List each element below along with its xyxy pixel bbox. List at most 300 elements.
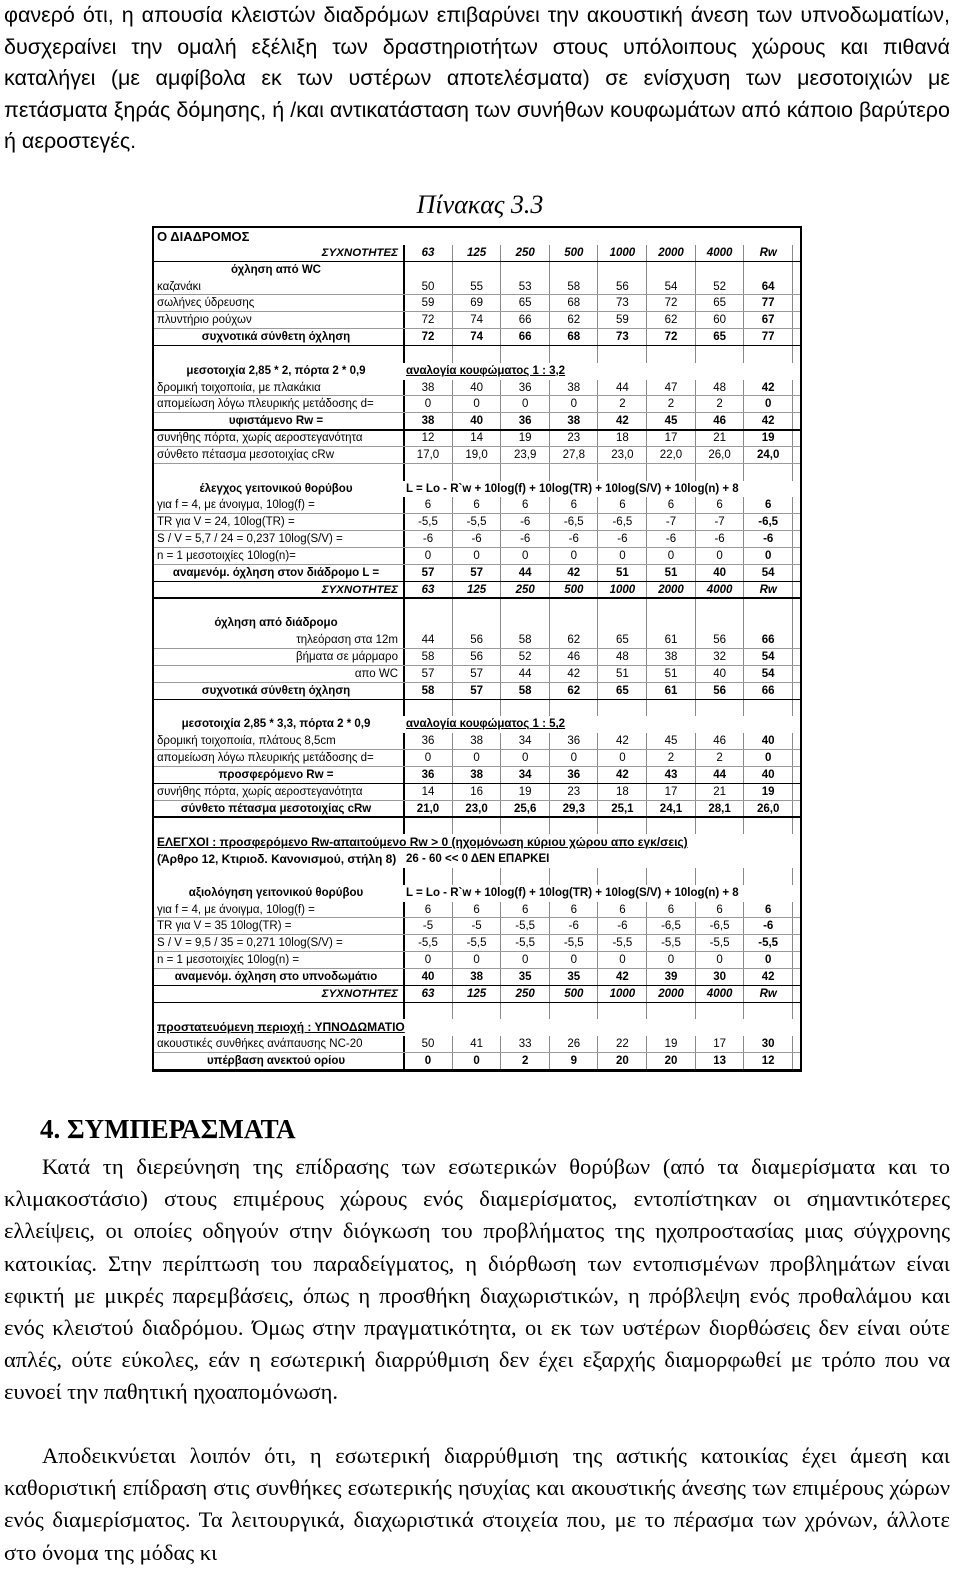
table-cell: 30 <box>761 1038 775 1051</box>
table-cell: 44 <box>518 566 532 579</box>
table-cell: 46 <box>713 415 726 428</box>
table-cell: 44 <box>615 381 629 394</box>
table-cell: Rw <box>759 583 777 596</box>
table-cell: 12 <box>421 432 435 445</box>
table-cell: 54 <box>761 566 775 579</box>
table-cell: 0 <box>424 954 432 967</box>
table-cell: 4000 <box>706 583 733 596</box>
row-label: προσφερόμενο Rw = <box>218 768 334 781</box>
table-cell: 2 <box>619 398 626 411</box>
table-cell: 42 <box>761 415 775 428</box>
row-label: όχληση από WC <box>231 263 321 276</box>
table-cell: 44 <box>518 667 532 680</box>
row-label: ΣΥΧΝΟΤΗΤΕΣ <box>321 987 398 1000</box>
row-label: απομείωση λόγω πλευρικής μετάδοσης d= <box>157 752 374 765</box>
table-cell: 2 <box>667 398 675 411</box>
table-cell: 57 <box>470 684 483 697</box>
table-cell: 6 <box>667 903 675 916</box>
table-cell: 63 <box>421 246 435 259</box>
table-cell: 57 <box>421 667 435 680</box>
table-row <box>154 935 800 952</box>
table-row <box>154 1019 800 1036</box>
table-cell: -5,5 <box>612 937 633 950</box>
row-label: όχληση από διάδρομο <box>214 617 338 630</box>
table-cell: -6,5 <box>758 516 779 529</box>
table-row <box>154 380 800 397</box>
table-cell: -5,5 <box>418 516 438 529</box>
table-row <box>154 700 800 717</box>
table-cell: 67 <box>761 314 775 327</box>
table-cell: 42 <box>615 415 629 428</box>
table-cell: 0 <box>521 549 529 562</box>
table-cell: -5,5 <box>661 937 681 950</box>
table-cell: 74 <box>470 314 483 327</box>
table-cell: 44 <box>421 634 435 647</box>
table-cell: 14 <box>470 432 483 445</box>
row-label: υπέρβαση ανεκτού ορίου <box>206 1055 346 1068</box>
table-cell: 2000 <box>658 246 684 259</box>
table-cell: 73 <box>615 297 629 310</box>
table-cell: 4000 <box>706 246 733 259</box>
table-row <box>154 666 800 683</box>
table-row <box>154 295 800 312</box>
table-cell: -6 <box>568 533 579 546</box>
table-cell: 250 <box>515 246 535 259</box>
table-cell: -5,5 <box>563 937 584 950</box>
table-cell: -5,5 <box>418 937 438 950</box>
table-cell: 55 <box>470 280 483 293</box>
table-cell: 65 <box>518 297 532 310</box>
table-cell: 58 <box>421 651 435 663</box>
table-cell: 14 <box>421 785 435 798</box>
table-cell: 62 <box>567 684 581 697</box>
table-row <box>154 565 800 582</box>
table-cell: 44 <box>713 768 726 781</box>
table-cell: 38 <box>470 970 483 983</box>
table-cell: -6 <box>520 533 531 546</box>
table-cell: 45 <box>664 735 678 748</box>
table-cell: 2 <box>521 1055 529 1068</box>
table-cell: 38 <box>664 651 678 663</box>
row-label: Ο ΔΙΑΔΡΟΜΟΣ <box>157 229 250 244</box>
table-cell: 36 <box>518 381 532 394</box>
table-cell: 36 <box>421 735 435 748</box>
table-cell: 19 <box>761 785 775 798</box>
table-cell: 26,0 <box>756 802 780 815</box>
row-label: n = 1 μεσοτοιχίες 10log(n) = <box>157 954 300 967</box>
table-cell: 66 <box>761 684 775 697</box>
table-cell: 21 <box>713 785 726 798</box>
row-label: βήματα σε μάρμαρο <box>296 651 398 663</box>
table-cell: 23 <box>567 785 581 798</box>
table-cell: 0 <box>570 398 577 411</box>
table-row <box>154 245 800 262</box>
table-cell: 0 <box>424 752 432 765</box>
table-cell: 21,0 <box>416 802 440 815</box>
table-cell: 23,0 <box>611 448 634 461</box>
table-row <box>154 548 800 565</box>
table-row <box>154 228 800 245</box>
table-cell: 59 <box>421 297 435 310</box>
table-cell: 0 <box>619 954 626 967</box>
table-cell: 40 <box>421 970 435 983</box>
table-row <box>154 632 800 649</box>
table-cell: 58 <box>567 280 581 293</box>
table-cell: 33 <box>518 1038 532 1051</box>
conclusion-paragraph-2: Αποδεικνύεται λοιπόν ότι, η εσωτερική διαρρύθμιση της αστικής κατοικίας έχει άμεση και καθοριστική επίδραση στις συνθήκες εσωτερικής ησυχίας και ακουστικής άνεσης των επιμέρους χώρων ενός διαμερίσματος. Τα λειτουργικά, διαχωριστικά στοιχεία που, με το πέρασμα των χρόνων, άλλοτε στο όνομα της μόδας κι <box>4 1443 950 1565</box>
table-row <box>154 868 800 885</box>
table-cell: 9 <box>570 1055 577 1068</box>
table-cell: 58 <box>421 684 435 697</box>
table-cell: 46 <box>713 735 726 748</box>
conclusion-paragraph-1: Κατά τη διερεύνηση της επίδρασης των εσωτερικών θορύβων (από τα διαμερίσματα και το κλιμακοστάσιο) στους επιμέρους χώρους ενός διαμερίσματος, εντοπίστηκαν οι σημαντικότερες ελλείψεις, οι οποίες οδηγούν στην διόγκωση του προβλήματος της ηχοπροστασίας μιας σύγχρονης κατοικίας. Στην περίπτωση του παραδείγματος, η διόρθωση των εντοπισμένων προβλημάτων είναι εφικτή με μικρές παρεμβάσεις, όπως η προσθήκη διαχωριστικών, η πρόβλεψη ενός προθαλάμου και ενός κλειστού διαδρόμου. Όμως στην πραγματικότητα, οι εκ των υστέρων διορθώσεις δεν είναι ούτε απλές, ούτε εύκολες, εάν η εσωτερική διαρρύθμιση δεν έχει εξαρχής διαμορφωθεί με τρόπο που να ευνοεί την παθητική ηχοαπομόνωση. <box>4 1154 950 1405</box>
section-heading: 4. ΣΥΜΠΕΡΑΣΜΑΤΑ <box>40 1114 296 1144</box>
table-cell: 250 <box>515 583 535 596</box>
table-cell: 36 <box>567 768 581 781</box>
table-row <box>154 481 800 498</box>
table-cell: 26,0 <box>708 448 731 461</box>
row-label: μεσοτοιχία 2,85 * 3,3, πόρτα 2 * 0,9 <box>181 718 371 731</box>
table-cell: -6,5 <box>709 920 730 933</box>
row-note: αναλογία κουφώματος 1 : 5,2 <box>406 718 566 731</box>
table-row <box>154 514 800 531</box>
table-cell: 56 <box>470 651 483 663</box>
table-cell: 52 <box>518 651 532 663</box>
table-cell: 63 <box>421 583 435 596</box>
row-label: TR για V = 35 10log(TR) = <box>157 920 292 933</box>
table-cell: 18 <box>615 785 629 798</box>
row-label: (Άρθρο 12, Κτιριοδ. Κανονισμού, στήλη 8) <box>157 852 397 867</box>
table-cell: -6 <box>763 920 774 933</box>
table-cell: 69 <box>470 297 483 310</box>
table-cell: 500 <box>564 246 584 259</box>
table-cell: 19 <box>518 785 532 798</box>
row-note: 26 - 60 << 0 ΔΕΝ ΕΠΑΡΚΕΙ <box>406 853 550 866</box>
table-cell: 27,8 <box>562 448 585 461</box>
table-cell: 62 <box>567 634 581 647</box>
table-cell: 6 <box>570 499 577 512</box>
table-cell: 43 <box>664 768 678 781</box>
table-cell: -7 <box>665 516 677 529</box>
table-cell: 125 <box>467 987 487 1000</box>
table-row <box>154 834 800 851</box>
table-cell: -6,5 <box>563 516 584 529</box>
table-cell: 0 <box>764 549 772 562</box>
table-cell: 74 <box>470 331 483 344</box>
table-cell: 4000 <box>706 987 733 1000</box>
table-row <box>154 531 800 548</box>
table-cell: 12 <box>761 1055 775 1068</box>
table-cell: 0 <box>667 954 675 967</box>
table-cell: 24,1 <box>659 802 683 815</box>
table-cell: 0 <box>764 954 772 967</box>
table-cell: 20 <box>615 1055 629 1068</box>
table-cell: 58 <box>518 634 532 647</box>
row-label: πλυντήριο ρούχων <box>157 314 252 327</box>
table-row <box>154 767 800 784</box>
row-label: S / V = 9,5 / 35 = 0,271 10log(S/V) = <box>157 937 343 950</box>
table-cell: 0 <box>473 954 480 967</box>
table-cell: 19 <box>664 1038 678 1051</box>
table-cell: 0 <box>424 549 432 562</box>
table-cell: 65 <box>615 684 629 697</box>
table-cell: 30 <box>713 970 726 983</box>
table-cell: 35 <box>567 970 581 983</box>
table-row <box>154 918 800 935</box>
table-cell: 42 <box>761 970 775 983</box>
table-cell: -6,5 <box>661 920 681 933</box>
row-label: για f = 4, με άνοιγμα, 10log(f) = <box>157 499 315 512</box>
table-cell: -5,5 <box>709 937 730 950</box>
table-cell: 0 <box>473 398 480 411</box>
table-cell: 58 <box>518 684 532 697</box>
table-cell: 42 <box>567 667 581 680</box>
table-cell: Rw <box>759 246 777 259</box>
table-cell: 40 <box>713 566 726 579</box>
table-cell: 36 <box>518 415 532 428</box>
table-cell: -6 <box>763 533 774 546</box>
table-cell: 56 <box>713 634 726 647</box>
table-cell: 23,0 <box>465 802 488 815</box>
table-cell: 42 <box>567 566 581 579</box>
table-cell: 6 <box>521 499 529 512</box>
table-cell: 48 <box>713 381 726 394</box>
table-cell: 2000 <box>658 987 684 1000</box>
table-cell: 0 <box>424 398 432 411</box>
table-row <box>154 279 800 296</box>
table-row <box>154 363 800 380</box>
table-cell: 64 <box>761 280 775 293</box>
table-cell: 40 <box>470 381 483 394</box>
table-cell: 53 <box>518 280 532 293</box>
table-row <box>154 346 800 363</box>
row-label: συχνοτικά σύνθετη όχληση <box>201 684 351 697</box>
table-cell: 68 <box>567 331 581 344</box>
table-cell: -5 <box>422 920 434 933</box>
table-cell: 56 <box>615 280 629 293</box>
table-cell: -5,5 <box>758 937 779 950</box>
table-cell: 40 <box>761 735 775 748</box>
table-cell: 66 <box>518 314 532 327</box>
row-note: αναλογία κουφώματος 1 : 3,2 <box>406 364 566 377</box>
table-cell: 54 <box>761 667 775 680</box>
table-cell: 6 <box>473 499 480 512</box>
intro-paragraph: φανερό ότι, η απουσία κλειστών διαδρόμων επιβαρύνει την ακουστική άνεση των υπνοδωματίων, δυσχεραίνει την ομαλή εξέλιξη των δραστηριοτήτων στους υπόλοιπους χώρους και πιθανά καταλήγει (με αμφίβολα εκ των υστέρων αποτελέσματα) σε ενίσχυση των μεσοτοιχιών με πετάσματα ξηράς δόμησης, ή /και αντικατάσταση των συνήθων κουφωμάτων από κάποιο βαρύτερο ή αεροστεγές. <box>4 3 950 154</box>
table-cell: -5,5 <box>466 937 487 950</box>
table-cell: 46 <box>567 651 581 663</box>
table-row <box>154 1036 800 1053</box>
table-cell: 36 <box>567 735 581 748</box>
row-label: ΣΥΧΝΟΤΗΤΕΣ <box>321 583 398 596</box>
table-cell: 32 <box>713 651 726 663</box>
row-label: τηλεόραση στα 12m <box>296 634 398 647</box>
table-row <box>154 801 800 818</box>
table-cell: 57 <box>470 566 483 579</box>
row-label: αναμενόμ. όχληση στο υπνοδωμάτιο <box>174 970 378 983</box>
table-row <box>154 733 800 750</box>
table-row <box>154 649 800 666</box>
table-row <box>154 784 800 801</box>
table-cell: 24,0 <box>756 448 780 461</box>
table-row <box>154 598 800 615</box>
table-cell: 42 <box>615 768 629 781</box>
row-note: L = Lo - R`w + 10log(f) + 10log(TR) + 10log(S/V) + 10log(n) + 8 <box>406 482 739 495</box>
row-label: έλεγχος γειτονικού θορύβου <box>199 482 353 495</box>
table-cell: 50 <box>421 1038 435 1051</box>
table-cell: 68 <box>567 297 581 310</box>
table-cell: 60 <box>713 314 726 327</box>
table-row <box>154 1003 800 1020</box>
row-label: απομείωση λόγω πλευρικής μετάδοσης d= <box>157 398 374 411</box>
table-cell: 28,1 <box>708 802 731 815</box>
table-cell: 1000 <box>609 583 636 596</box>
table-cell: 63 <box>421 987 435 1000</box>
table-cell: 72 <box>664 297 678 310</box>
table-cell: 0 <box>764 398 772 411</box>
row-label: σύνθετο πέτασμα μεσοτοιχίας cRw <box>157 448 335 461</box>
table-cell: 47 <box>664 381 678 394</box>
row-label: απο WC <box>354 667 398 680</box>
table-cell: 40 <box>713 667 726 680</box>
table-cell: 40 <box>761 768 775 781</box>
table-cell: -6 <box>520 516 531 529</box>
row-label: ΕΛΕΓΧΟΙ : προσφερόμενο Rw-απαιτούμενο Rw > 0 (ηχομόνωση κύριου χώρου απο εγκ/σεις) <box>157 835 688 850</box>
table-cell: 0 <box>521 398 529 411</box>
table-cell: 0 <box>521 752 529 765</box>
table-cell: 0 <box>424 1055 432 1068</box>
row-label: καζανάκι <box>157 280 201 293</box>
table-cell: 17 <box>664 785 678 798</box>
table-row <box>154 329 800 346</box>
table-row <box>154 817 800 834</box>
table-cell: 0 <box>570 752 577 765</box>
table-cell: 26 <box>567 1038 581 1051</box>
table-cell: 17,0 <box>416 448 440 461</box>
table-cell: 72 <box>664 331 678 344</box>
table-row <box>154 851 800 868</box>
table-cell: 29,3 <box>562 802 585 815</box>
table-cell: 0 <box>570 549 577 562</box>
table-cell: 0 <box>619 752 626 765</box>
table-row <box>154 447 800 464</box>
table-row <box>154 262 800 279</box>
table-cell: 6 <box>619 903 626 916</box>
table-row <box>154 396 800 413</box>
table-cell: 61 <box>664 684 678 697</box>
table-cell: 38 <box>470 735 483 748</box>
table-row <box>154 615 800 632</box>
table-cell: 54 <box>664 280 678 293</box>
table-cell: 6 <box>764 499 772 512</box>
table-cell: 61 <box>664 634 678 647</box>
table-cell: -6 <box>422 533 434 546</box>
table-cell: 16 <box>470 785 483 798</box>
row-label: συνήθης πόρτα, χωρίς αεροστεγανότητα <box>157 432 363 445</box>
table-row <box>154 750 800 767</box>
row-label: προστατευόμενη περιοχή : ΥΠΝΟΔΩΜΑΤΙΟ <box>157 1020 405 1035</box>
table-cell: 77 <box>761 331 775 344</box>
row-label: ΣΥΧΝΟΤΗΤΕΣ <box>321 246 398 259</box>
table-cell: 38 <box>421 381 435 394</box>
row-label: μεσοτοιχία 2,85 * 2, πόρτα 2 * 0,9 <box>186 364 366 377</box>
row-label: δρομική τοιχοποιία, πλάτους 8,5cm <box>157 735 336 748</box>
table-cell: -5,5 <box>515 920 536 933</box>
table-cell: 38 <box>421 415 435 428</box>
table-caption: Πίνακας 3.3 <box>416 190 544 219</box>
row-label: n = 1 μεσοτοιχίες 10log(n)= <box>157 549 296 562</box>
table-cell: 51 <box>615 566 629 579</box>
row-label: σύνθετο πέτασμα μεσοτοιχίας cRw <box>180 802 372 815</box>
table-cell: -6 <box>665 533 677 546</box>
table-cell: 2 <box>667 752 675 765</box>
row-label: αξιολόγηση γειτονικού θορύβου <box>188 886 364 899</box>
row-label: υφιστάμενο Rw = <box>228 415 324 428</box>
table-cell: 25,1 <box>611 802 634 815</box>
table-cell: 51 <box>664 667 678 680</box>
table-cell: -6 <box>617 920 628 933</box>
table-cell: 19,0 <box>465 448 488 461</box>
table-cell: -6 <box>471 533 482 546</box>
table-cell: 59 <box>615 314 629 327</box>
table-cell: 1000 <box>609 987 636 1000</box>
row-label: συνήθης πόρτα, χωρίς αεροστεγανότητα <box>157 785 363 798</box>
table-cell: 51 <box>615 667 629 680</box>
table-cell: 1000 <box>609 246 636 259</box>
table-row <box>154 986 800 1003</box>
table-cell: 57 <box>470 667 483 680</box>
table-cell: 0 <box>619 549 626 562</box>
table-cell: 50 <box>421 280 435 293</box>
table-cell: -5,5 <box>515 937 536 950</box>
table-cell: 72 <box>421 314 435 327</box>
table-cell: 48 <box>615 651 629 663</box>
table-cell: 25,6 <box>513 802 537 815</box>
table-cell: -6 <box>617 533 628 546</box>
row-label: TR για V = 24, 10log(TR) = <box>157 516 295 529</box>
table-cell: -6 <box>714 533 725 546</box>
table-cell: 34 <box>518 735 532 748</box>
table-cell: 42 <box>761 381 775 394</box>
table-cell: 36 <box>421 768 435 781</box>
table-row <box>154 413 800 430</box>
table-cell: 125 <box>467 583 487 596</box>
table-cell: 23,9 <box>513 448 537 461</box>
table-cell: 21 <box>713 432 726 445</box>
table-row <box>154 1053 800 1070</box>
table-cell: 72 <box>421 331 435 344</box>
table-cell: 65 <box>615 634 629 647</box>
table-row <box>154 969 800 986</box>
table-cell: 38 <box>567 381 581 394</box>
table-cell: 0 <box>764 752 772 765</box>
table-cell: 18 <box>615 432 629 445</box>
table-row <box>154 716 800 733</box>
table-cell: 39 <box>664 970 678 983</box>
table-cell: 73 <box>615 331 629 344</box>
table-cell: 0 <box>667 549 675 562</box>
table-cell: 41 <box>470 1038 483 1051</box>
table-cell: 66 <box>518 331 532 344</box>
table-cell: 62 <box>567 314 581 327</box>
row-label: για f = 4, με άνοιγμα, 10log(f) = <box>157 903 315 916</box>
table-cell: 500 <box>564 987 584 1000</box>
acoustic-table <box>152 226 802 1072</box>
table-row <box>154 497 800 514</box>
table-cell: 65 <box>713 297 726 310</box>
row-label: δρομική τοιχοποιία, με πλακάκια <box>157 381 321 394</box>
table-row <box>154 430 800 447</box>
table-cell: -6 <box>568 920 579 933</box>
